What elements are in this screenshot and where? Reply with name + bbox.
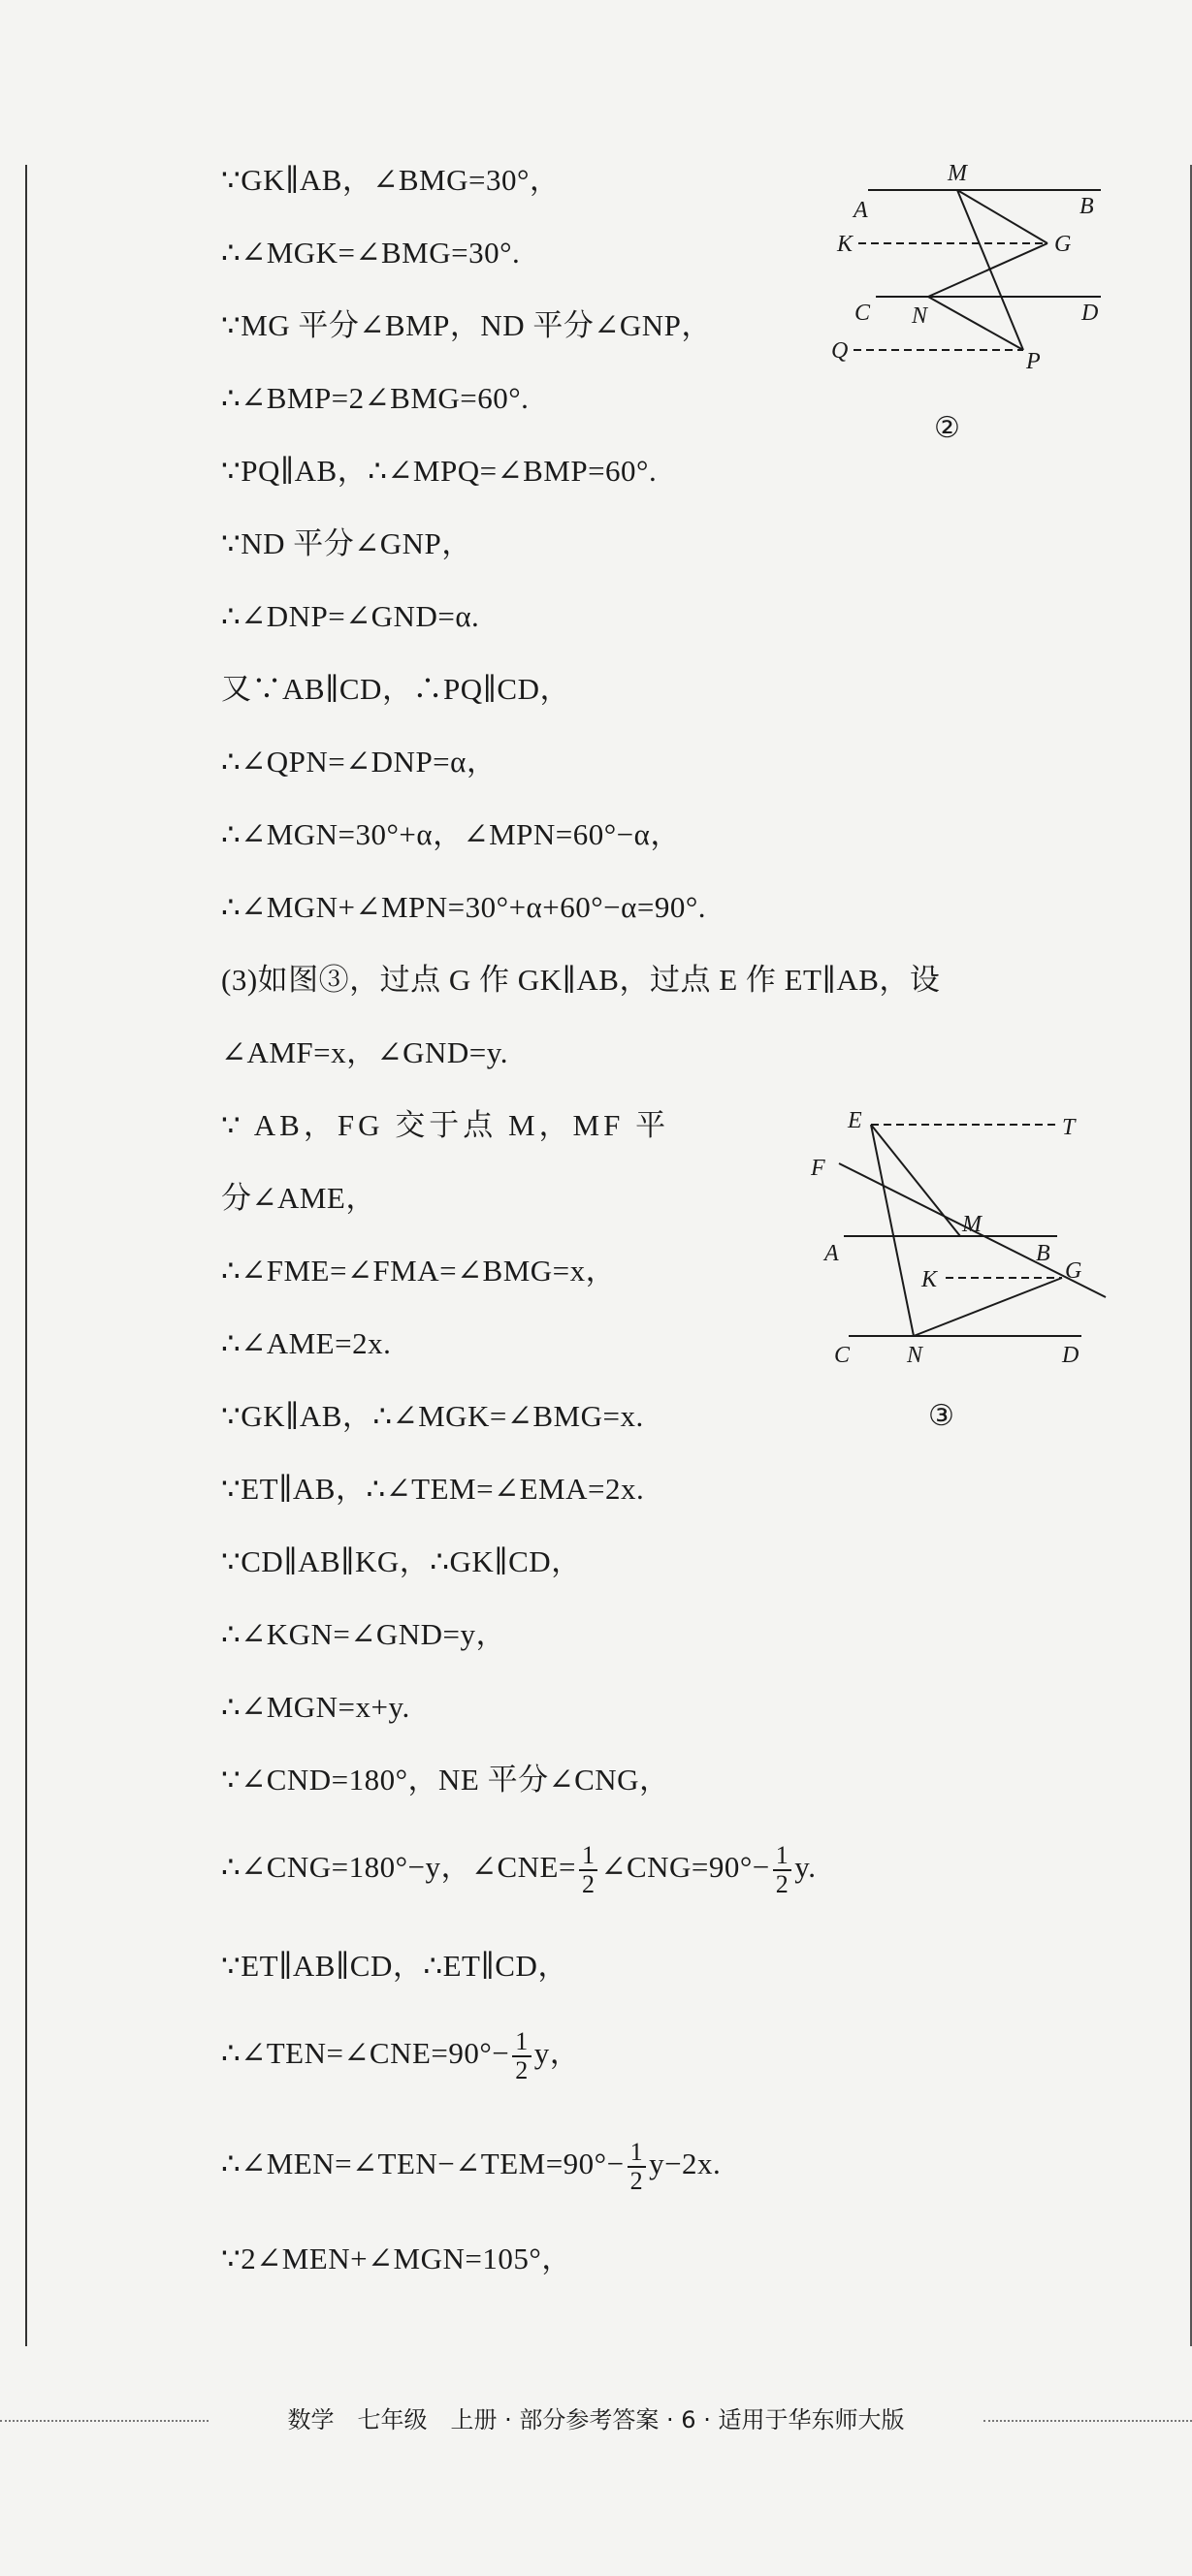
figure-2-caption: ②: [934, 412, 960, 444]
footer-dotted-rule-left: [0, 2420, 209, 2422]
fraction-half: [579, 1842, 598, 1898]
label-M: M: [948, 161, 967, 186]
solution-line: ∴∠MGN+∠MPN=30°+α+60°−α=90°.: [221, 890, 707, 924]
segment-EM: [871, 1125, 960, 1236]
solution-line: ∵GK∥AB，∴∠MGK=∠BMG=x.: [221, 1399, 644, 1433]
label-N: N: [912, 303, 928, 329]
fraction-denominator: 2: [629, 2167, 644, 2195]
label-T: T: [1062, 1115, 1076, 1140]
label-C: C: [834, 1343, 851, 1368]
segment-GN: [928, 243, 1047, 297]
label-Q: Q: [831, 338, 849, 364]
fraction-half: [773, 1842, 792, 1898]
fraction-denominator: 2: [775, 1870, 789, 1898]
solution-line-fraction: [221, 2139, 721, 2195]
solution-line: 又∵AB∥CD，∴PQ∥CD，: [221, 672, 570, 706]
solution-line: ∵ AB，FG 交于点 M，MF 平: [221, 1108, 670, 1142]
fraction-numerator: 1: [628, 2139, 647, 2168]
solution-line: ∵GK∥AB，∠BMG=30°，: [221, 163, 561, 197]
solution-line: ∴∠QPN=∠DNP=α，: [221, 745, 498, 779]
line-text: ∴∠TEN=∠CNE=90°−: [221, 2036, 510, 2071]
solution-line: ∴∠AME=2x.: [221, 1326, 392, 1360]
label-F: F: [811, 1156, 825, 1181]
solution-line: ∴∠DNP=∠GND=α.: [221, 599, 480, 633]
label-K: K: [837, 232, 854, 257]
solution-line-fraction: [221, 2028, 580, 2084]
line-text: y，: [533, 2036, 581, 2071]
fraction-denominator: 2: [581, 1870, 596, 1898]
solution-line-fraction: [221, 1842, 817, 1898]
label-K: K: [921, 1267, 938, 1292]
line-text: ∴∠CNG=180°−y，∠CNE=: [221, 1850, 576, 1885]
label-A: A: [854, 198, 868, 223]
fraction-denominator: 2: [515, 2056, 529, 2084]
fraction-numerator: 1: [773, 1842, 792, 1871]
figure-3-diagram: [805, 1105, 1115, 1386]
figure-2-diagram: [820, 153, 1111, 444]
solution-line: ∵ND 平分∠GNP，: [221, 526, 472, 560]
label-B: B: [1036, 1241, 1050, 1266]
segment-MP: [957, 190, 1023, 350]
label-D: D: [1062, 1343, 1079, 1368]
solution-line: ∴∠MGN=x+y.: [221, 1690, 410, 1724]
segment-MG: [957, 190, 1047, 243]
solution-line: ∠AMF=x，∠GND=y.: [221, 1035, 509, 1069]
page-footer: [0, 2401, 1192, 2439]
label-P: P: [1026, 349, 1041, 374]
solution-line: ∵CD∥AB∥KG，∴GK∥CD，: [221, 1544, 582, 1578]
line-text: ∠CNG=90°−: [600, 1850, 770, 1885]
line-text: y−2x.: [649, 2147, 722, 2181]
segment-EN: [871, 1125, 914, 1336]
label-C: C: [854, 301, 871, 326]
solution-line: ∴∠BMP=2∠BMG=60°.: [221, 381, 530, 415]
solution-line: ∴∠MGN=30°+α，∠MPN=60°−α，: [221, 817, 681, 851]
solution-line: ∴∠FME=∠FMA=∠BMG=x，: [221, 1254, 617, 1288]
label-G: G: [1065, 1258, 1082, 1284]
label-M: M: [962, 1212, 982, 1237]
label-D: D: [1081, 301, 1099, 326]
fraction-numerator: 1: [579, 1842, 598, 1871]
solution-line: ∵2∠MEN+∠MGN=105°，: [221, 2242, 572, 2275]
solution-line: ∵ET∥AB，∴∠TEM=∠EMA=2x.: [221, 1472, 645, 1506]
solution-line: ∵∠CND=180°，NE 平分∠CNG，: [221, 1763, 670, 1797]
solution-line: ∵MG 平分∠BMP，ND 平分∠GNP，: [221, 308, 712, 342]
footer-text: 数学 七年级 上册 · 部分参考答案 · 6 · 适用于华东师大版: [287, 2406, 905, 2433]
fraction-half: [512, 2028, 532, 2084]
label-G: G: [1054, 232, 1072, 257]
segment-NP: [928, 297, 1023, 350]
solution-line: ∵PQ∥AB，∴∠MPQ=∠BMP=60°.: [221, 454, 658, 488]
line-text: y.: [794, 1850, 817, 1885]
label-E: E: [848, 1108, 862, 1133]
solution-line: ∵ET∥AB∥CD，∴ET∥CD，: [221, 1949, 568, 1983]
fraction-half: [628, 2139, 647, 2195]
fraction-numerator: 1: [512, 2028, 532, 2057]
solution-line: 分∠AME，: [221, 1181, 376, 1215]
solution-line: (3)如图③，过点 G 作 GK∥AB，过点 E 作 ET∥AB，设: [221, 963, 941, 997]
footer-dotted-rule-right: [983, 2420, 1192, 2422]
line-text: ∴∠MEN=∠TEN−∠TEM=90°−: [221, 2147, 625, 2181]
left-margin-rule: [25, 165, 27, 2346]
solution-line: ∴∠MGK=∠BMG=30°.: [221, 236, 521, 270]
label-B: B: [1079, 194, 1094, 219]
label-A: A: [824, 1241, 839, 1266]
figure-3-caption: ③: [928, 1400, 954, 1432]
label-N: N: [907, 1343, 923, 1368]
solution-line: ∴∠KGN=∠GND=y，: [221, 1617, 506, 1651]
